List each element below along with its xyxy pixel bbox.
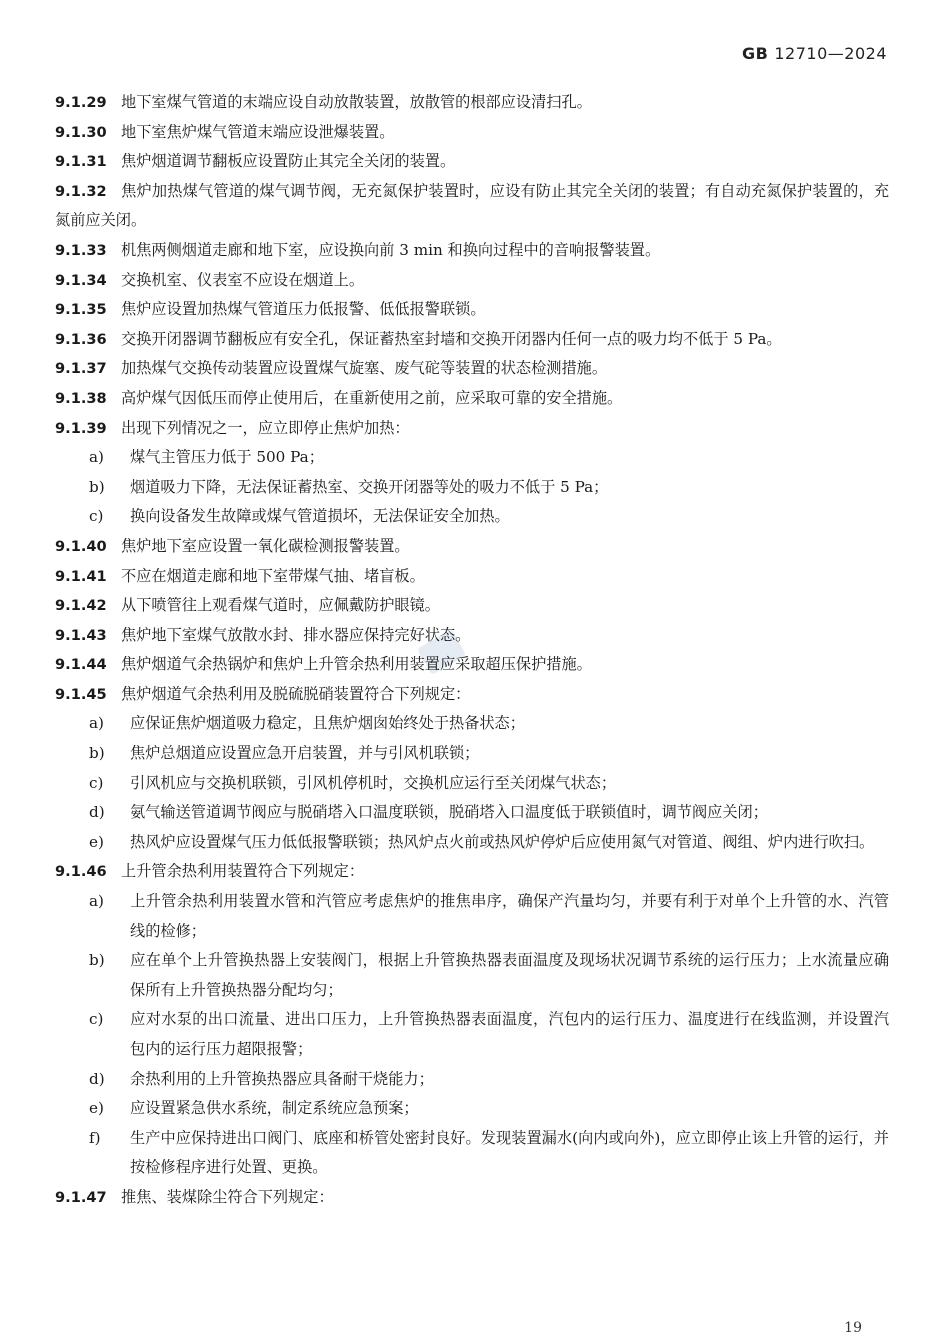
clause-text: 地下室焦炉煤气管道末端应设泄爆装置。 [121, 122, 395, 141]
clause-number: 9.1.47 [55, 1188, 107, 1206]
clause [55, 857, 889, 887]
standard-number: 12710—2024 [774, 44, 887, 63]
list-item-text: 应保证焦炉烟道吸力稳定，且焦炉烟囱始终处于热备状态； [130, 714, 525, 733]
list-item-label: d) [89, 803, 105, 822]
clause-text: 交换开闭器调节翻板应有安全孔，保证蓄热室封墙和交换开闭器内任何一点的吸力均不低于 5 Pa。 [121, 329, 782, 348]
list-item-label: e) [89, 1099, 104, 1118]
clause [55, 532, 889, 562]
clause [55, 325, 889, 355]
list-item-text: 应对水泵的出口流量、进出口压力，上升管换热器表面温度，汽包内的运行压力、温度进行在线监测，并设置汽包内的运行压力超限报警； [130, 1010, 889, 1058]
clause-text: 加热煤气交换传动装置应设置煤气旋塞、废气砣等装置的状态检测措施。 [121, 359, 607, 378]
clause-number: 9.1.29 [55, 94, 107, 111]
clause-number: 9.1.38 [55, 389, 107, 407]
clause-number: 9.1.33 [55, 241, 107, 259]
list-item-text: 生产中应保持进出口阀门、底座和桥管处密封良好。发现装置漏水(向内或向外)，应立即停止该上升管的运行，并按检修程序进行处置、更换。 [130, 1128, 889, 1177]
clause [55, 266, 889, 296]
list-item [55, 739, 889, 769]
clause-number: 9.1.35 [55, 301, 107, 319]
list-item-label: b) [89, 951, 105, 970]
list-item-text: 烟道吸力下降，无法保证蓄热室、交换开闭器等处的吸力不低于 5 Pa； [130, 477, 609, 496]
list-item [55, 946, 889, 1005]
clause-text: 高炉煤气因低压而停止使用后，在重新使用之前，应采取可靠的安全措施。 [121, 388, 623, 407]
clause-text: 推焦、装煤除尘符合下列规定： [121, 1187, 334, 1206]
clause-number: 9.1.31 [55, 153, 107, 171]
clause-text: 焦炉烟道调节翻板应设置防止其完全关闭的装置。 [121, 152, 456, 171]
list-item [55, 887, 889, 946]
list-item [55, 798, 889, 828]
clause-text: 焦炉应设置加热煤气管道压力低报警、低低报警联锁。 [121, 300, 486, 319]
list-item [55, 473, 889, 503]
list-item [55, 443, 889, 473]
list-item-label: d) [89, 1069, 105, 1088]
clause [55, 236, 889, 266]
list-item-text: 氨气输送管道调节阀应与脱硝塔入口温度联锁，脱硝塔入口温度低于联锁值时，调节阀应关闭； [130, 803, 768, 822]
clause-text: 从下喷管往上观看煤气道时，应佩戴防护眼镜。 [121, 596, 440, 615]
clause [55, 88, 889, 118]
clause [55, 680, 889, 710]
clause-number: 9.1.39 [55, 419, 107, 437]
list-item [55, 1065, 889, 1095]
clause-text: 出现下列情况之一，应立即停止焦炉加热： [121, 418, 410, 437]
clause-number: 9.1.36 [55, 330, 107, 348]
list-item-label: a) [89, 714, 104, 733]
document-body [55, 88, 889, 1213]
clause [55, 177, 889, 236]
list-item-label: a) [89, 448, 104, 467]
clause-number: 9.1.34 [55, 271, 107, 289]
list-item-text: 煤气主管压力低于 500 Pa； [130, 448, 324, 467]
list-item-text: 引风机应与交换机联锁，引风机停机时，交换机应运行至关闭煤气状态； [130, 773, 616, 792]
list-item-label: f) [89, 1128, 101, 1147]
clause-text: 焦炉加热煤气管道的煤气调节阀，无充氮保护装置时，应设有防止其完全关闭的装置；有自动充氮保护装置的，充氮前应关闭。 [55, 181, 889, 230]
page-number: 19 [844, 1320, 862, 1336]
list-item-text: 应在单个上升管换热器上安装阀门，根据上升管换热器表面温度及现场状况调节系统的运行压力；上水流量应确保所有上升管换热器分配均匀； [130, 951, 889, 999]
clause [55, 591, 889, 621]
clause [55, 414, 889, 444]
standard-prefix: GB [741, 44, 769, 63]
list-item [55, 502, 889, 532]
clause-number: 9.1.42 [55, 597, 107, 615]
clause-text: 地下室煤气管道的末端应设自动放散装置，放散管的根部应设清扫孔。 [121, 93, 592, 111]
list-item-text: 换向设备发生故障或煤气管道损坏，无法保证安全加热。 [130, 507, 510, 526]
list-item-text: 应设置紧急供水系统，制定系统应急预案； [130, 1099, 419, 1118]
list-item-label: b) [89, 477, 105, 496]
clause-text: 交换机室、仪表室不应设在烟道上。 [121, 270, 364, 289]
clause-text: 焦炉烟道气余热利用及脱硫脱硝装置符合下列规定： [121, 684, 471, 703]
clause-number: 9.1.46 [55, 863, 107, 881]
list-item-label: a) [89, 892, 104, 911]
list-item-label: c) [89, 507, 104, 526]
list-item [55, 769, 889, 799]
clause-number: 9.1.43 [55, 626, 107, 644]
list-item-text: 余热利用的上升管换热器应具备耐干烧能力； [130, 1069, 434, 1088]
list-item-label: c) [89, 1010, 104, 1029]
clause-text: 不应在烟道走廊和地下室带煤气抽、堵盲板。 [121, 566, 425, 585]
clause [55, 295, 889, 325]
list-item [55, 1094, 889, 1124]
list-item [55, 1005, 889, 1064]
clause-text: 焦炉烟道气余热锅炉和焦炉上升管余热利用装置应采取超压保护措施。 [121, 655, 592, 674]
list-item-label: c) [89, 773, 104, 792]
list-item-label: e) [89, 832, 104, 851]
list-item [55, 828, 889, 858]
clause-number: 9.1.41 [55, 567, 107, 585]
clause-text: 焦炉地下室应设置一氧化碳检测报警装置。 [121, 536, 410, 555]
list-item-text: 上升管余热利用装置水管和汽管应考虑焦炉的推焦串序，确保产汽量均匀，并要有利于对单个上升管的水、汽管线的检修； [130, 892, 889, 940]
clause [55, 118, 889, 148]
clause-text: 焦炉地下室煤气放散水封、排水器应保持完好状态。 [121, 625, 471, 644]
list-item-text: 热风炉应设置煤气压力低低报警联锁；热风炉点火前或热风炉停炉后应使用氮气对管道、阀组、炉内进行吹扫。 [130, 832, 875, 851]
clause [55, 147, 889, 177]
clause [55, 562, 889, 592]
list-item [55, 1124, 889, 1183]
clause-text: 机焦两侧烟道走廊和地下室，应设换向前 3 min 和换向过程中的音响报警装置。 [121, 240, 661, 259]
clause [55, 1183, 889, 1213]
page-header [742, 44, 887, 63]
clause-number: 9.1.44 [55, 656, 107, 674]
clause-number: 9.1.45 [55, 685, 107, 703]
list-item [55, 709, 889, 739]
clause [55, 354, 889, 384]
clause [55, 650, 889, 680]
clause-number: 9.1.37 [55, 360, 107, 378]
clause-number: 9.1.32 [55, 182, 107, 200]
list-item-text: 焦炉总烟道应设置应急开启装置，并与引风机联锁； [130, 744, 480, 763]
clause [55, 621, 889, 651]
clause-number: 9.1.40 [55, 537, 107, 555]
clause-number: 9.1.30 [55, 123, 107, 141]
clause [55, 384, 889, 414]
clause-text: 上升管余热利用装置符合下列规定： [121, 862, 364, 881]
list-item-label: b) [89, 744, 105, 763]
